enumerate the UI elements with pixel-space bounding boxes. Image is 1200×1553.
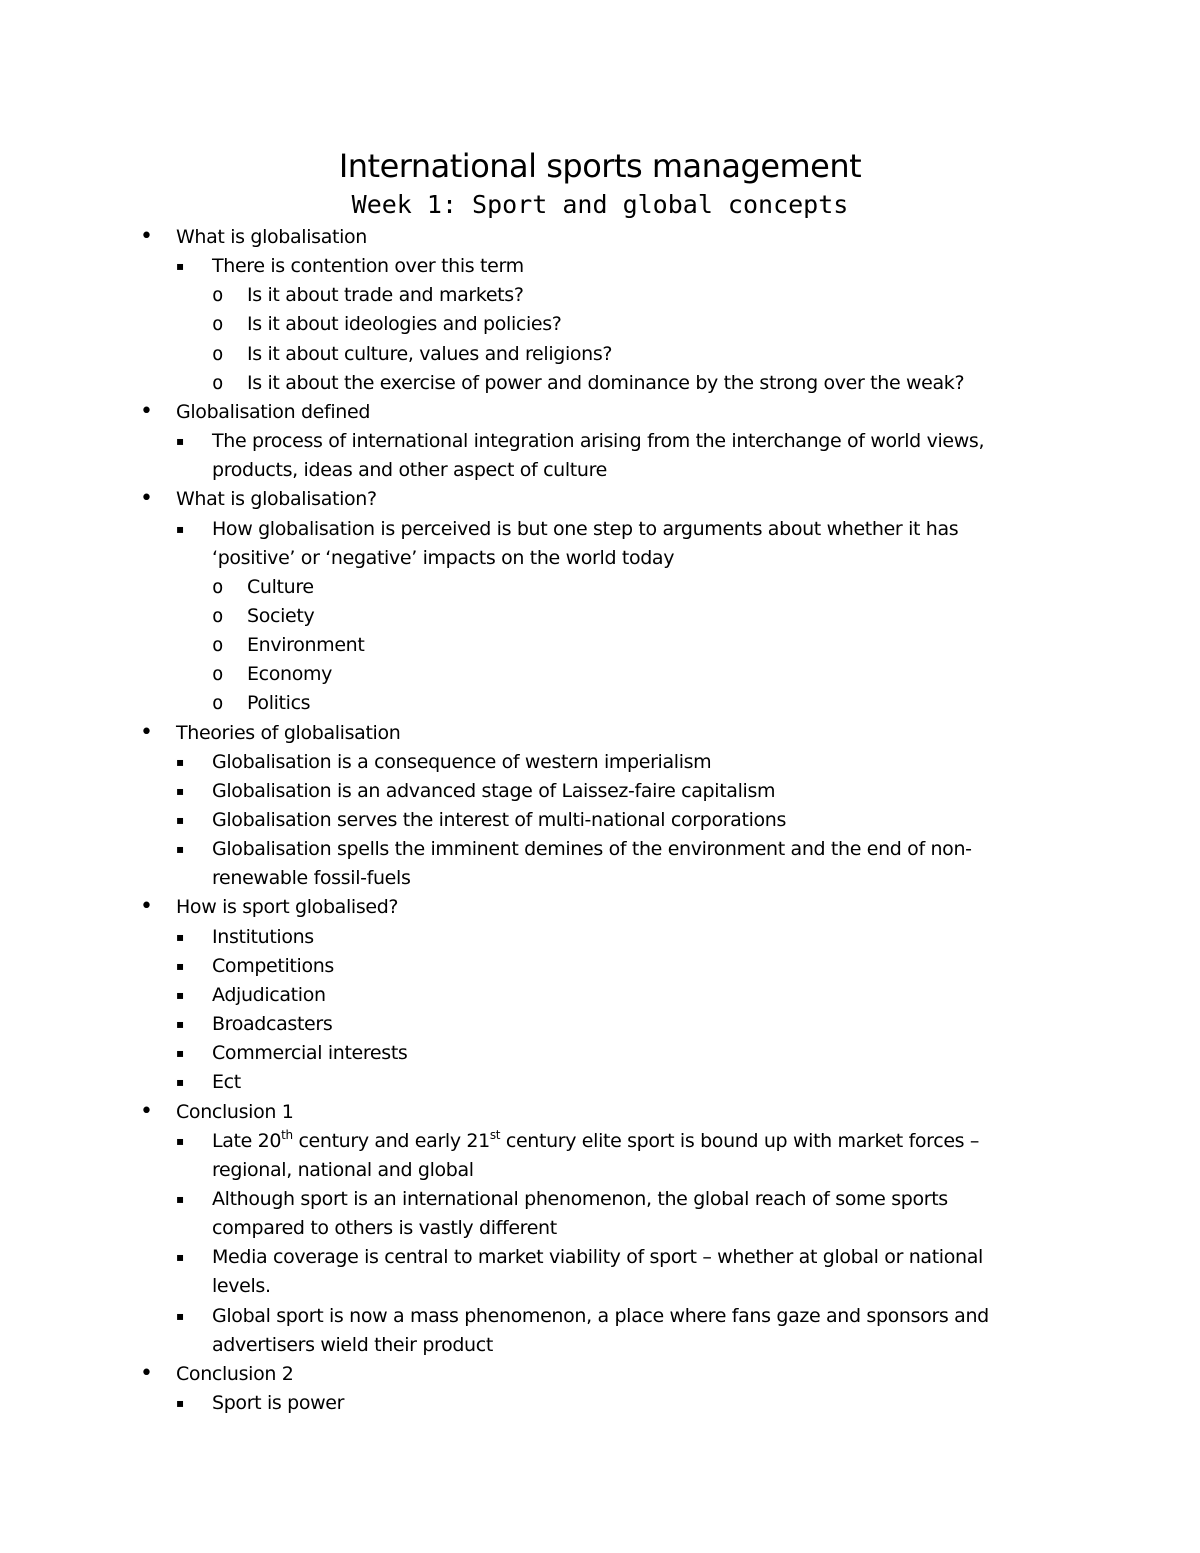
document-title: International sports management bbox=[338, 147, 862, 185]
list-item-text: Media coverage is central to market viability of sport – whether at global or national bbox=[212, 1246, 983, 1269]
superscript-text: st bbox=[489, 1127, 501, 1142]
list-item bbox=[0, 251, 1200, 281]
bullet-square-icon: ▪ bbox=[176, 842, 185, 857]
list-item bbox=[0, 426, 1200, 456]
list-item-text: Although sport is an international phenomenon, the global reach of some sports bbox=[212, 1187, 948, 1210]
list-item-text: How is sport globalised? bbox=[176, 896, 399, 919]
list-item-text: There is contention over this term bbox=[212, 255, 524, 278]
list-item-text: ‘positive’ or ‘negative’ impacts on the world today bbox=[212, 546, 675, 569]
list-item-text: Globalisation is an advanced stage of Laissez-faire capitalism bbox=[212, 779, 776, 802]
list-item-text: Is it about ideologies and policies? bbox=[247, 313, 562, 336]
bullet-circle-icon: o bbox=[212, 284, 224, 307]
list-item-text: Theories of globalisation bbox=[176, 721, 401, 744]
bullet-square-icon: ▪ bbox=[176, 1308, 185, 1323]
list-item bbox=[0, 1359, 1200, 1389]
list-item-text: compared to others is vastly different bbox=[212, 1217, 557, 1240]
bullet-square-icon: ▪ bbox=[176, 958, 185, 973]
list-item-continuation bbox=[0, 455, 1200, 485]
bullet-square-icon: ▪ bbox=[176, 813, 185, 827]
bullet-square-icon: ▪ bbox=[176, 521, 185, 536]
bullet-disc-icon: • bbox=[140, 1360, 153, 1386]
list-item-text: What is globalisation? bbox=[176, 488, 377, 511]
list-item-text: Is it about the exercise of power and dominance by the strong over the weak? bbox=[247, 371, 965, 394]
list-item bbox=[0, 688, 1200, 718]
list-item-text: Is it about trade and markets? bbox=[247, 284, 524, 307]
list-item-text: products, ideas and other aspect of culture bbox=[212, 459, 607, 482]
list-item-text: Commercial interests bbox=[212, 1042, 408, 1065]
list-item bbox=[0, 718, 1200, 748]
list-item-text bbox=[212, 1126, 979, 1156]
bullet-circle-icon: o bbox=[212, 692, 224, 715]
list-item-text: Globalisation is a consequence of western imperialism bbox=[212, 750, 712, 773]
bullet-disc-icon: • bbox=[140, 1098, 153, 1124]
bullet-square-icon: ▪ bbox=[176, 259, 185, 274]
list-item bbox=[0, 601, 1200, 631]
list-item-text: Conclusion 2 bbox=[176, 1362, 294, 1385]
list-item bbox=[0, 280, 1200, 310]
bullet-square-icon: ▪ bbox=[176, 1250, 185, 1265]
bullet-square-icon: ▪ bbox=[176, 1191, 185, 1206]
list-item-text: Sport is power bbox=[212, 1392, 345, 1414]
list-item-text: Conclusion 1 bbox=[176, 1100, 294, 1123]
bullet-square-icon: ▪ bbox=[176, 1133, 185, 1148]
list-item-continuation bbox=[0, 1330, 1200, 1360]
list-item-text: Global sport is now a mass phenomenon, a place where fans gaze and sponsors and bbox=[212, 1304, 989, 1327]
list-item-text: Ect bbox=[212, 1071, 241, 1094]
list-item bbox=[0, 484, 1200, 514]
bullet-square-icon: ▪ bbox=[176, 754, 185, 769]
list-item-text: The process of international integration arising from the interchange of world views, bbox=[212, 430, 985, 452]
list-item-text: advertisers wield their product bbox=[212, 1333, 493, 1356]
list-item-continuation bbox=[0, 1155, 1200, 1185]
bullet-disc-icon: • bbox=[140, 719, 153, 745]
list-item-text: Globalisation defined bbox=[176, 400, 371, 423]
bullet-circle-icon: o bbox=[212, 605, 224, 627]
list-item bbox=[0, 892, 1200, 922]
list-item bbox=[0, 1301, 1200, 1331]
list-item-text: Globalisation spells the imminent demines of the environment and the end of non- bbox=[212, 838, 972, 861]
bullet-circle-icon: o bbox=[212, 313, 224, 336]
bullet-square-icon: ▪ bbox=[176, 1075, 185, 1090]
list-item-text: regional, national and global bbox=[212, 1158, 474, 1181]
bullet-circle-icon: o bbox=[212, 663, 224, 686]
list-item bbox=[0, 514, 1200, 544]
list-item-text: Economy bbox=[247, 663, 333, 686]
list-item-continuation bbox=[0, 1213, 1200, 1243]
list-item-text: Culture bbox=[247, 575, 314, 598]
list-item bbox=[0, 1184, 1200, 1214]
superscript-text: th bbox=[281, 1127, 293, 1142]
list-item-text: Politics bbox=[247, 692, 311, 715]
list-item bbox=[0, 1038, 1200, 1068]
list-item-text: Broadcasters bbox=[212, 1013, 333, 1035]
list-item bbox=[0, 1242, 1200, 1272]
list-item bbox=[0, 222, 1200, 252]
bullet-disc-icon: • bbox=[140, 486, 153, 512]
list-item bbox=[0, 922, 1200, 952]
list-item-text: How globalisation is perceived is but one step to arguments about whether it has bbox=[212, 517, 959, 540]
bullet-square-icon: ▪ bbox=[176, 1396, 185, 1410]
list-item bbox=[0, 659, 1200, 689]
bullet-square-icon: ▪ bbox=[176, 434, 185, 448]
list-item bbox=[0, 572, 1200, 602]
bullet-circle-icon: o bbox=[212, 371, 224, 394]
list-item-text: Adjudication bbox=[212, 983, 326, 1006]
document-subtitle: Week 1: Sport and global concepts bbox=[351, 190, 849, 219]
list-item-text: Is it about culture, values and religions? bbox=[247, 342, 613, 365]
bullet-disc-icon: • bbox=[140, 894, 153, 920]
list-item-continuation bbox=[0, 1271, 1200, 1301]
bullet-square-icon: ▪ bbox=[176, 1017, 185, 1031]
text-run: Late 20 bbox=[212, 1129, 282, 1152]
list-item bbox=[0, 309, 1200, 339]
list-item bbox=[0, 805, 1200, 835]
bullet-circle-icon: o bbox=[212, 342, 224, 365]
list-item bbox=[0, 1097, 1200, 1127]
list-item bbox=[0, 951, 1200, 981]
list-item bbox=[0, 368, 1200, 398]
list-item bbox=[0, 1067, 1200, 1097]
list-item bbox=[0, 776, 1200, 806]
list-item-text: Institutions bbox=[212, 925, 314, 948]
list-item bbox=[0, 1009, 1200, 1039]
list-item-continuation bbox=[0, 543, 1200, 573]
list-item bbox=[0, 747, 1200, 777]
list-item bbox=[0, 980, 1200, 1010]
list-item bbox=[0, 339, 1200, 369]
bullet-disc-icon: • bbox=[140, 398, 153, 424]
list-item-text: Globalisation serves the interest of multi-national corporations bbox=[212, 809, 787, 831]
list-item-text: Society bbox=[247, 605, 315, 627]
list-item bbox=[0, 834, 1200, 864]
list-item bbox=[0, 1388, 1200, 1418]
list-item-text: levels. bbox=[212, 1275, 271, 1298]
list-item-text: What is globalisation bbox=[176, 226, 367, 248]
bullet-square-icon: ▪ bbox=[176, 1046, 185, 1061]
list-item bbox=[0, 397, 1200, 427]
list-item-text: Competitions bbox=[212, 954, 334, 977]
bullet-circle-icon: o bbox=[212, 575, 224, 598]
list-item-text: renewable fossil-fuels bbox=[212, 867, 411, 890]
text-run: century elite sport is bound up with market forces – bbox=[500, 1129, 980, 1152]
list-item-text: Environment bbox=[247, 634, 365, 657]
bullet-circle-icon: o bbox=[212, 634, 224, 657]
bullet-square-icon: ▪ bbox=[176, 929, 185, 944]
bullet-square-icon: ▪ bbox=[176, 987, 185, 1002]
text-run: century and early 21 bbox=[292, 1129, 490, 1152]
bullet-square-icon: ▪ bbox=[176, 783, 185, 798]
bullet-disc-icon: • bbox=[140, 224, 153, 249]
list-item bbox=[0, 630, 1200, 660]
list-item bbox=[0, 1126, 1200, 1156]
list-item-continuation bbox=[0, 863, 1200, 893]
